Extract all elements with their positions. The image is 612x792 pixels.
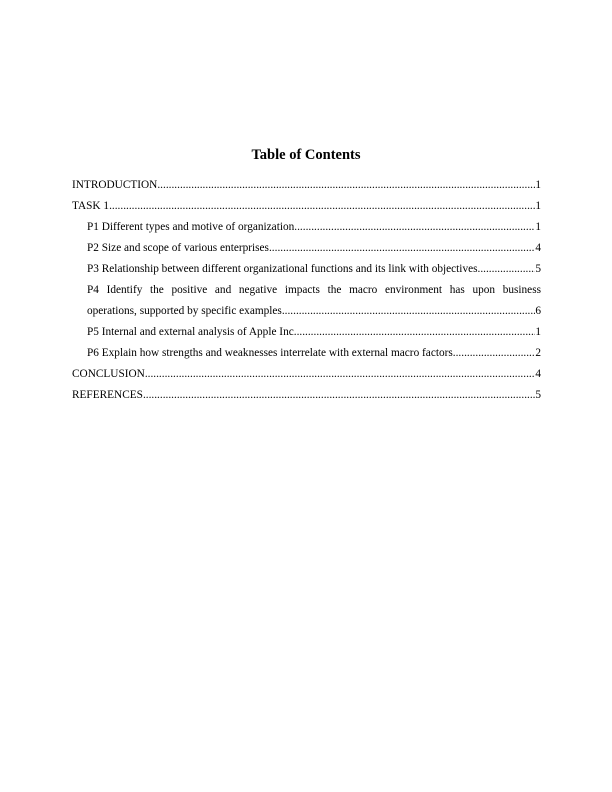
toc-entry-page: 5	[535, 389, 541, 401]
toc-entry-label: INTRODUCTION	[72, 179, 158, 191]
toc-entry-label: REFERENCES	[72, 389, 143, 401]
dot-leader	[297, 322, 536, 343]
toc-entry-label-line-2: operations, supported by specific examples	[87, 305, 282, 317]
toc-entry-task-1[interactable]	[72, 196, 541, 217]
toc-entry-page: 5	[535, 263, 541, 275]
toc-entry-introduction[interactable]	[72, 175, 541, 196]
toc-entry-conclusion[interactable]	[72, 364, 541, 385]
toc-entry-label: CONCLUSION	[72, 368, 145, 380]
toc-entry-p1[interactable]	[72, 217, 541, 238]
toc-title: Table of Contents	[251, 147, 361, 163]
toc-entry-label-line-1: P4 Identify the positive and negative impacts the macro environment has upon business	[87, 284, 541, 296]
toc-entry-p4[interactable]	[72, 280, 541, 322]
toc-entry-label: TASK 1	[72, 200, 110, 212]
toc-entry-label: P1 Different types and motive of organization	[87, 221, 295, 233]
toc-entry-page: 2	[535, 347, 541, 359]
toc-entry-label: P2 Size and scope of various enterprises	[87, 242, 269, 254]
toc-entry-page: 1	[535, 179, 541, 191]
dot-leader	[269, 238, 535, 259]
toc-entry-page: 4	[535, 242, 541, 254]
toc-entry-references[interactable]	[72, 385, 541, 406]
dot-leader	[145, 364, 536, 385]
toc-entry-page: 4	[535, 368, 541, 380]
toc-entry-page: 1	[535, 200, 541, 212]
dot-leader	[157, 175, 535, 196]
toc-entry-p6[interactable]	[72, 343, 541, 364]
dot-leader	[294, 217, 535, 238]
dot-leader	[478, 259, 536, 280]
toc-entry-page: 1	[535, 326, 541, 338]
toc-entry-line-2	[87, 301, 541, 322]
toc-entry-p2[interactable]	[72, 238, 541, 259]
toc-entry-page: 1	[535, 221, 541, 233]
dot-leader	[109, 196, 535, 217]
toc-entry-label: P3 Relationship between different organizational functions and its link with objectives	[87, 263, 478, 275]
toc-entry-label: P5 Internal and external analysis of Apple Inc.	[87, 326, 297, 338]
toc-entry-label: P6 Explain how strengths and weaknesses interrelate with external macro factors	[87, 347, 453, 359]
toc-entry-p3[interactable]	[72, 259, 541, 280]
table-of-contents	[72, 175, 541, 406]
dot-leader	[143, 385, 535, 406]
toc-entry-p5[interactable]	[72, 322, 541, 343]
dot-leader	[453, 343, 536, 364]
dot-leader	[282, 301, 536, 322]
toc-entry-page: 6	[535, 305, 541, 317]
